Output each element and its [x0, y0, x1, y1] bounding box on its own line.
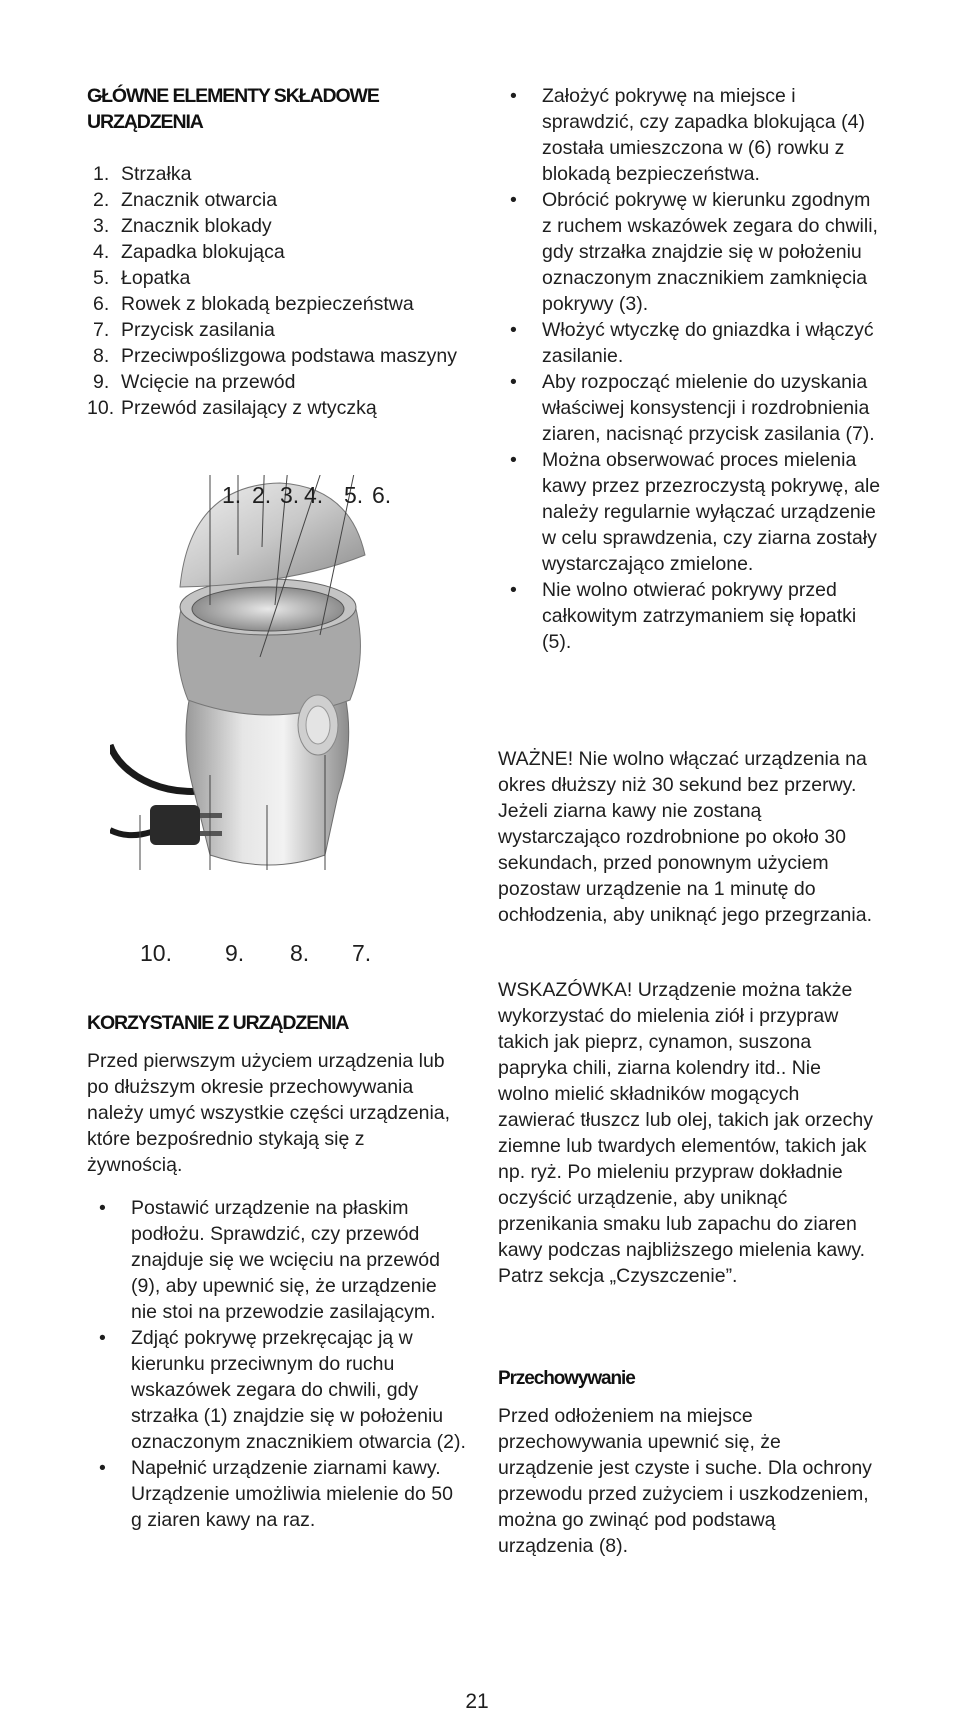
components-title	[87, 83, 467, 135]
figure-label: 9.	[225, 940, 245, 966]
list-item: • Napełnić urządzenie ziarnami kawy. Urządzenie umożliwia mielenie do 50 g ziaren kawy na raz.	[87, 1455, 467, 1533]
storage-text: Przed odłożeniem na miejsce przechowywania upewnić się, że urządzenie jest czyste i suche. Dla ochrony przewodu przed zużyciem i uszkodzeniem, można go zwinąć pod podstawą urządzenia (8).	[498, 1405, 872, 1557]
figure-label: 4.	[304, 482, 324, 508]
coffee-grinder-illustration	[110, 475, 440, 975]
list-item: 6. Rowek z blokadą bezpieczeństwa	[93, 293, 414, 315]
page-number: 21	[465, 1690, 489, 1713]
list-item: 8. Przeciwpoślizgowa podstawa maszyny	[93, 345, 457, 367]
figure-label: 6.	[372, 482, 392, 508]
storage-title: Przechowywanie	[498, 1368, 635, 1389]
list-item: 10. Przewód zasilający z wtyczką	[87, 397, 377, 419]
figure-label: 10.	[140, 940, 172, 966]
list-item: • Założyć pokrywę na miejsce i sprawdzić, czy zapadka blokująca (4) została umieszczona w (6) rowku z blokadą bezpieczeństwa.	[498, 83, 883, 187]
usage-intro: Przed pierwszym użyciem urządzenia lub po dłuższym okresie przechowywania należy umyć wszystkie części urządzenia, które bezpośrednio stykają się z żywnością.	[87, 1050, 451, 1176]
list-item: 3. Znacznik blokady	[93, 215, 272, 237]
list-item: • Zdjąć pokrywę przekręcając ją w kierunku przeciwnym do ruchu wskazówek zegara do chwili, gdy strzałka (1) znajdzie się w położeniu oznaczonym znacznikiem otwarcia (2).	[87, 1325, 467, 1455]
components-title-line2: URZĄDZENIA	[87, 111, 203, 133]
figure-label: 5.	[344, 482, 364, 508]
tip-note: WSKAZÓWKA! Urządzenie można także wykorzystać do mielenia ziół i przypraw takich jak pieprz, cynamon, suszona papryka chili, ziarna kolendry itd.. Nie wolno mielić składników mogących zawierać tłuszcz lub olej, takich jak orzechy ziemne lub twardych elementów, takich jak np. ryż. Po mieleniu przypraw dokładnie oczyścić urządzenie, aby uniknąć przenikania smaku lub zapachu do ziaren kawy podczas najbliższego mielenia kawy. Patrz sekcja „Czyszczenie”.	[498, 979, 873, 1287]
list-item: 1. Strzałka	[93, 163, 192, 185]
usage-title: KORZYSTANIE Z URZĄDZENIA	[87, 1012, 349, 1034]
list-item: • Obrócić pokrywę w kierunku zgodnym z ruchem wskazówek zegara do chwili, gdy strzałka znajdzie się w położeniu oznaczonym znacznikiem zamknięcia pokrywy (3).	[498, 187, 883, 317]
list-item: 9. Wcięcie na przewód	[93, 371, 296, 393]
list-item: 7. Przycisk zasilania	[93, 319, 275, 341]
important-note: WAŻNE! Nie wolno włączać urządzenia na okres dłuższy niż 30 sekund bez przerwy. Jeżeli ziarna kawy nie zostaną wystarczająco rozdrobnione po około 30 sekundach, przed ponownym użyciem pozostaw urządzenie na 1 minutę do ochłodzenia, aby uniknąć jego przegrzania.	[498, 748, 872, 926]
usage-bullets-right	[498, 83, 883, 655]
coffee-grinder-figure	[110, 475, 440, 975]
list-item: • Można obserwować proces mielenia kawy przez przezroczystą pokrywę, ale należy regularnie wyłączać urządzenie w celu sprawdzenia, czy ziarna zostały wystarczająco zmielone.	[498, 447, 883, 577]
figure-label: 7.	[352, 940, 372, 966]
figure-label: 3.	[280, 482, 300, 508]
list-item: • Aby rozpocząć mielenie do uzyskania właściwej konsystencji i rozdrobnienia ziaren, nacisnąć przycisk zasilania (7).	[498, 369, 883, 447]
list-item: 2. Znacznik otwarcia	[93, 189, 278, 211]
figure-label: 1.	[222, 482, 242, 508]
figure-label: 8.	[290, 940, 310, 966]
components-title-line1: GŁÓWNE ELEMENTY SKŁADOWE	[87, 85, 379, 107]
list-item: 4. Zapadka blokująca	[93, 241, 285, 263]
list-item: • Nie wolno otwierać pokrywy przed całkowitym zatrzymaniem się łopatki (5).	[498, 577, 883, 655]
components-list	[87, 161, 467, 421]
figure-label: 2.	[252, 482, 272, 508]
list-item: • Postawić urządzenie na płaskim podłożu. Sprawdzić, czy przewód znajduje się we wcięciu na przewód (9), aby upewnić się, że urządzenie nie stoi na przewodzie zasilającym.	[87, 1195, 467, 1325]
list-item: 5. Łopatka	[93, 267, 191, 289]
list-item: • Włożyć wtyczkę do gniazdka i włączyć zasilanie.	[498, 317, 883, 369]
usage-bullets-left	[87, 1195, 467, 1533]
